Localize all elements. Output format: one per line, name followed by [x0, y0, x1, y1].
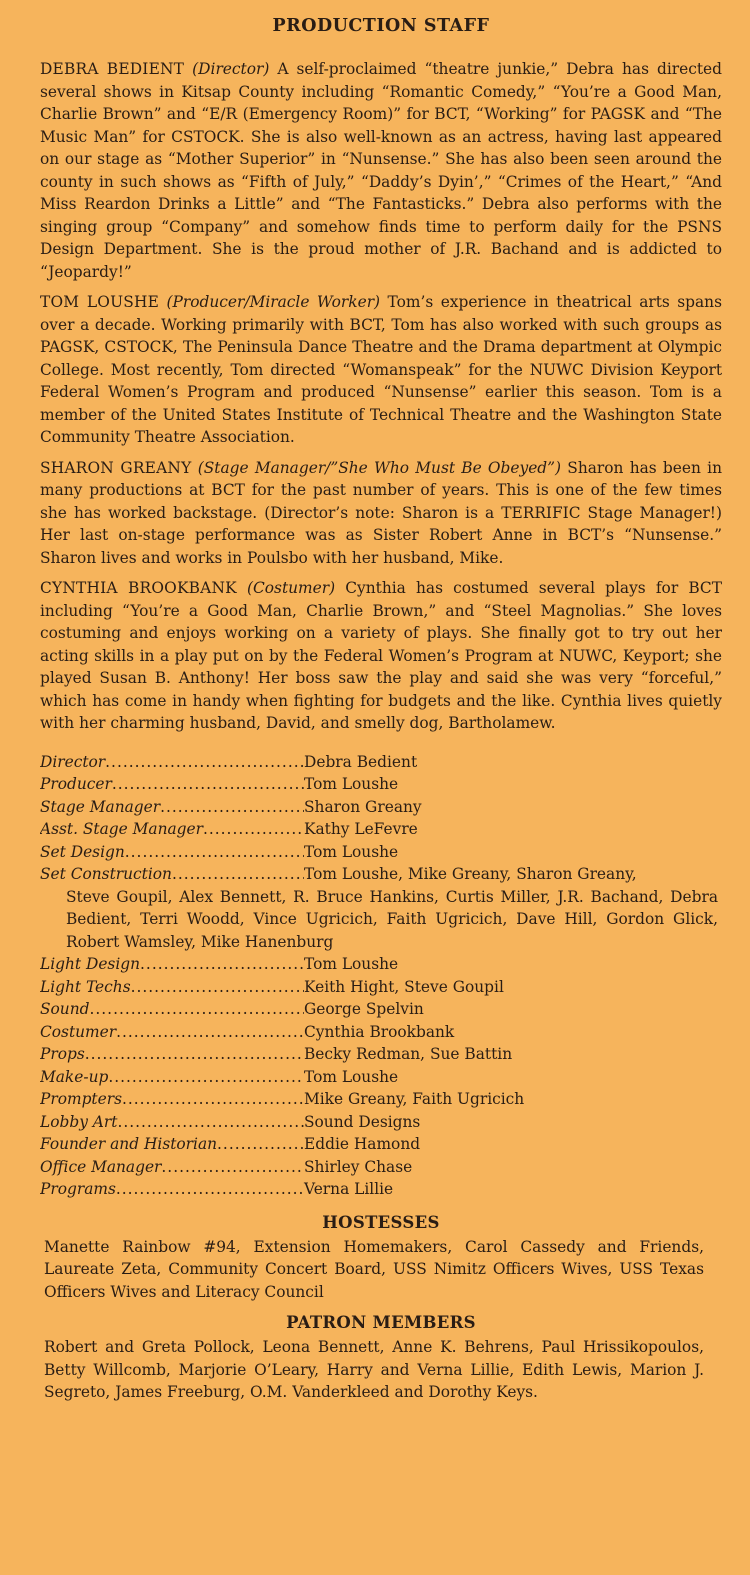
bio-role: (Costumer): [247, 579, 336, 597]
credit-row: [40, 998, 722, 1021]
hostesses-heading: HOSTESSES: [322, 1212, 440, 1232]
credit-names: Tom Loushe: [304, 842, 399, 861]
credit-row: [40, 818, 722, 841]
bio-role: (Stage Manager/”She Who Must Be Obeyed”): [197, 458, 562, 477]
credit-role: Set Construction: [40, 865, 172, 883]
credit-role: Producer: [40, 775, 112, 793]
credit-names: Cynthia Brookbank: [304, 1022, 455, 1041]
credit-names: Kathy LeFevre: [304, 820, 418, 838]
credit-role: Office Manager: [40, 1157, 162, 1176]
credit-role: Director: [40, 752, 106, 771]
dot-leader: [85, 1043, 304, 1066]
bio-text: Cynthia has costumed several plays for BCT including “You’re a Good Man, Charlie Brown,” and “Steel Magnolias.” She loves costuming and enjoys working on a variety of plays. She finally got to try out her acting skills in a play put on by the Federal Women’s Program at NUWC, Keyport; she played Susan B. Anthony! Her boss saw the play and said she was very “forceful,” which has come in handy when fighting for budgets and the like. Cynthia lives quietly with her charming husband, David, and smelly dog, Bartholamew.: [40, 579, 722, 732]
credits-list: [40, 751, 722, 1201]
credit-names: Tom Loushe, Mike Greany, Sharon Greany,: [304, 865, 637, 883]
dot-leader: [117, 1111, 304, 1134]
credit-role: Make-up: [40, 1067, 109, 1086]
patrons-heading: PATRON MEMBERS: [286, 1313, 476, 1332]
credit-role: Light Techs: [40, 977, 131, 996]
credit-names: Sharon Greany: [304, 797, 422, 816]
credit-row: [40, 841, 722, 864]
credit-names: George Spelvin: [304, 1000, 424, 1018]
bio-name: DEBRA BEDIENT: [40, 60, 185, 78]
bio-debra-bedient: [40, 58, 722, 283]
credit-row: [40, 1133, 722, 1156]
dot-leader: [131, 976, 304, 999]
credit-role: Set Design: [40, 842, 125, 861]
credit-names: Keith Hight, Steve Goupil: [304, 977, 504, 996]
credit-row: [40, 1178, 722, 1201]
dot-leader: [122, 1088, 304, 1111]
credit-row: [40, 976, 722, 999]
bio-name: TOM LOUSHE: [40, 293, 160, 311]
dot-leader: [140, 953, 304, 976]
bio-role: (Producer/Miracle Worker): [166, 293, 381, 311]
credit-row: [40, 953, 722, 976]
dot-leader: [116, 1021, 304, 1044]
bio-name: SHARON GREANY: [40, 458, 192, 477]
credit-role: Props: [40, 1045, 85, 1063]
credit-names: Tom Loushe: [304, 1067, 399, 1086]
credit-row: [40, 1111, 722, 1134]
credit-row: [40, 863, 722, 886]
bio-cynthia-brookbank: [40, 577, 722, 735]
credit-role: Founder and Historian: [40, 1135, 218, 1153]
dot-leader: [203, 818, 304, 841]
credit-role: Lobby Art: [40, 1112, 118, 1131]
bio-sharon-greany: [40, 457, 722, 570]
bio-role: (Director): [192, 60, 270, 78]
bio-tom-loushe: [40, 291, 722, 449]
credit-names: Verna Lillie: [304, 1180, 394, 1198]
dot-leader: [112, 773, 304, 796]
page-title: PRODUCTION STAFF: [272, 16, 490, 36]
credit-names: Mike Greany, Faith Ugricich: [304, 1090, 525, 1108]
dot-leader: [217, 1133, 304, 1156]
dot-leader: [161, 1156, 304, 1179]
credit-names: Sound Designs: [304, 1112, 421, 1131]
bio-text: A self-proclaimed “theatre junkie,” Debra has directed several shows in Kitsap County including “Romantic Comedy,” “You’re a Good Man, Charlie Brown” and “E/R (Emergency Room)” for BCT, “Working” for PAGSK and “The Music Man” for CSTOCK. She is also well-known as an actress, having last appeared on our stage as “Mother Superior” in “Nunsense.” She has also been seen around the county in such shows as “Fifth of July,” “Daddy’s Dyin’,” “Crimes of the Heart,” “And Miss Reardon Drinks a Little” and “The Fantasticks.” Debra also performs with the singing group “Company” and somehow finds time to perform daily for the PSNS Design Department. She is the proud mother of J.R. Bachand and is addicted to “Jeopardy!”: [40, 60, 722, 281]
credit-role: Light Design: [40, 955, 141, 973]
credit-continuation: Steve Goupil, Alex Bennett, R. Bruce Hankins, Curtis Miller, J.R. Bachand, Debra Bedient, Terri Woodd, Vince Ugricich, Faith Ugricich, Dave Hill, Gordon Glick, Robert Wamsley, Mike Hanenburg: [66, 887, 718, 951]
credit-names: Shirley Chase: [304, 1157, 413, 1176]
credit-names: Eddie Hamond: [304, 1135, 421, 1153]
dot-leader: [125, 841, 304, 864]
credit-row: [40, 1066, 722, 1089]
dot-leader: [105, 751, 304, 774]
credit-row: [40, 773, 722, 796]
dot-leader: [116, 1178, 304, 1201]
credit-names: Debra Bedient: [304, 752, 418, 771]
credit-row: [40, 1021, 722, 1044]
bio-name: CYNTHIA BROOKBANK: [40, 579, 237, 597]
credit-role: Asst. Stage Manager: [40, 820, 203, 838]
credit-names: Tom Loushe: [304, 775, 399, 793]
dot-leader: [90, 998, 305, 1021]
credit-role: Stage Manager: [40, 797, 161, 816]
dot-leader: [160, 796, 304, 819]
dot-leader: [108, 1066, 304, 1089]
credit-row: [40, 1043, 722, 1066]
hostesses-list: Manette Rainbow #94, Extension Homemakers, Carol Cassedy and Friends, Laureate Zeta, Community Concert Board, USS Nimitz Officers Wives, USS Texas Officers Wives and Literacy Council: [44, 1237, 704, 1301]
credit-row: [40, 1156, 722, 1179]
dot-leader: [172, 863, 304, 886]
credit-names: Becky Redman, Sue Battin: [304, 1045, 513, 1063]
credit-role: Sound: [40, 1000, 90, 1018]
credit-role: Prompters: [40, 1090, 122, 1108]
credit-row: [40, 751, 722, 774]
patrons-list: Robert and Greta Pollock, Leona Bennett, Anne K. Behrens, Paul Hrissikopoulos, Betty Willcomb, Marjorie O’Leary, Harry and Verna Lillie, Edith Lewis, Marion J. Segreto, James Freeburg, O.M. Vanderkleed and Dorothy Keys.: [44, 1338, 704, 1401]
credit-role: Programs: [40, 1180, 116, 1198]
credit-role: Costumer: [40, 1022, 117, 1041]
credit-names: Tom Loushe: [304, 955, 399, 973]
bio-text: Tom’s experience in theatrical arts spans over a decade. Working primarily with BCT, Tom has also worked with such groups as PAGSK, CSTOCK, The Peninsula Dance Theatre and the Drama department at Olympic College. Most recently, Tom directed “Womanspeak” for the NUWC Division Keyport Federal Women’s Program and produced “Nunsense” earlier this season. Tom is a member of the United States Institute of Technical Theatre and the Washington State Community Theatre Association.: [40, 293, 722, 446]
credit-row: [40, 1088, 722, 1111]
credit-row: [40, 796, 722, 819]
bio-text: Sharon has been in many productions at BCT for the past number of years. This is one of the few times she has worked backstage. (Director’s note: Sharon is a TERRIFIC Stage Manager!) Her last on-stage performance was as Sister Robert Anne in BCT’s “Nunsense.” Sharon lives and works in Poulsbo with her husband, Mike.: [40, 458, 722, 567]
